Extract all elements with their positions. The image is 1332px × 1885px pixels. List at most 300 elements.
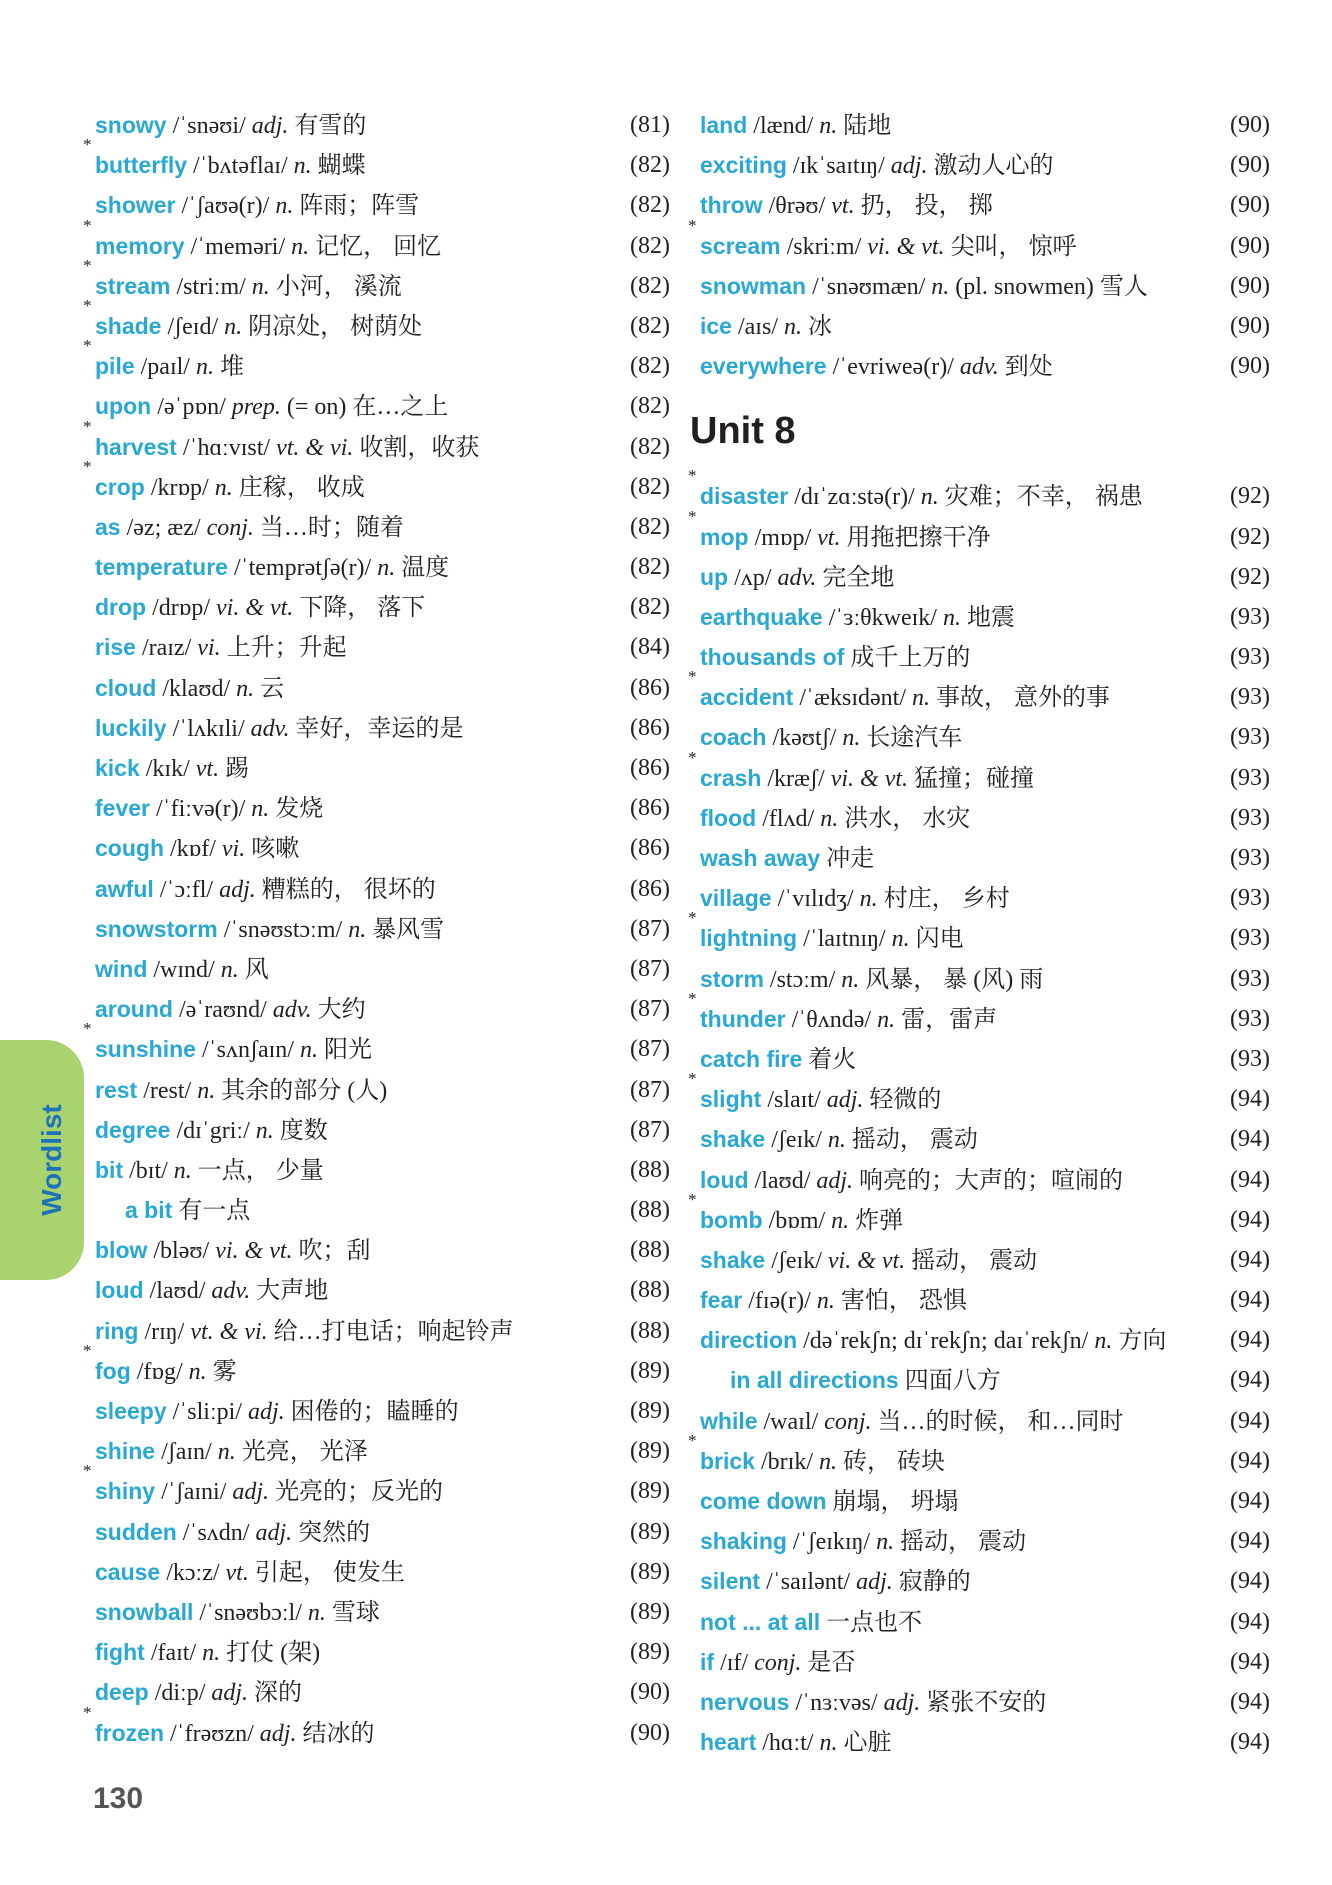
page-reference: (89) [630,1398,670,1424]
word-entry [700,557,1270,597]
definition: 着火 [808,1046,857,1073]
definition: 炸弹 [849,1207,904,1234]
phonetic: /ʃaɪn/ [155,1439,218,1466]
definition: 崩塌， 坍塌 [832,1489,959,1515]
phonetic: /bɪt/ [123,1157,174,1184]
word-entry [700,346,1270,386]
phonetic: /brɪk/ [754,1448,819,1475]
phonetic: /əˈpɒn/ [151,394,232,421]
page-reference: (89) [630,1598,670,1625]
word-entry [688,908,1270,958]
part-of-speech: n. [275,193,294,220]
page-reference: (90) [1230,312,1270,339]
phonetic: /ˈsʌdn/ [176,1519,256,1546]
definition: 方向 [1112,1328,1167,1355]
headword: shaking [700,1528,787,1555]
page-reference: (82) [630,312,670,339]
definition: 踢 [219,756,250,782]
headword: bit [95,1156,124,1183]
part-of-speech: n. [220,956,239,983]
page-reference: (92) [1230,523,1270,550]
part-of-speech: conj. [824,1408,872,1435]
headword: fever [95,795,150,822]
phonetic: /əz; æz/ [120,514,207,541]
part-of-speech: n. [173,1157,192,1184]
star-mark: * [688,988,697,1008]
phonetic: /paɪl/ [134,354,196,381]
phonetic: /ˈsaɪlənt/ [760,1569,857,1596]
definition: 雾 [206,1358,237,1385]
headword: bomb [700,1206,763,1233]
headword: up [700,563,729,590]
word-entry [700,185,1270,225]
page-reference: (93) [1230,1005,1270,1032]
page-reference: (88) [630,1317,670,1344]
star-mark: * [83,215,92,235]
star-mark: * [688,1069,697,1089]
headword: rise [95,634,136,661]
star-mark: * [83,135,92,155]
headword: disaster [700,483,789,510]
page-reference: (94) [1230,1407,1270,1434]
word-entry [700,1119,1270,1159]
phonetic: /kɔːz/ [160,1559,226,1586]
phonetic: /laʊd/ [748,1167,817,1194]
definition: 冲走 [826,846,875,872]
word-entry [95,547,670,587]
star-mark: * [688,747,697,767]
headword: heart [700,1729,757,1756]
definition: 有一点 [178,1198,251,1225]
page-reference: (87) [630,915,670,942]
word-entry [83,215,670,266]
headword: scream [700,232,781,259]
definition: 激动人心的 [927,153,1054,180]
page-reference: (90) [630,1719,670,1746]
definition: 温度 [395,555,450,582]
part-of-speech: adj. [826,1087,864,1114]
unit-heading: Unit 8 [690,410,796,453]
page-reference: (88) [630,1237,670,1264]
definition: 冰 [801,313,832,340]
part-of-speech: n. [214,474,233,501]
headword: wash away [700,845,821,871]
part-of-speech: n. [877,1006,896,1033]
phonetic: /ˈtemprətʃə(r)/ [227,555,378,582]
word-entry [700,105,1270,145]
headword: sleepy [95,1398,167,1424]
word-entry [700,1160,1270,1200]
star-mark: * [688,215,697,235]
definition: 砖， 砖块 [836,1448,945,1475]
page-reference: (93) [1230,845,1270,871]
part-of-speech: n. [188,1358,207,1385]
page-reference: (82) [630,473,670,500]
headword: shake [700,1126,766,1153]
star-mark: * [83,416,92,436]
word-entry [700,1240,1270,1280]
page-reference: (93) [1230,724,1270,751]
phonetic: /kɪk/ [139,756,196,782]
definition: 阵雨；阵雪 [293,193,420,220]
headword: shower [95,192,176,219]
page-reference: (88) [630,1156,670,1183]
part-of-speech: adj. [890,153,928,180]
phonetic: /ˈsnəʊstɔːm/ [217,916,349,943]
word-entry [700,1682,1270,1722]
page-reference: (93) [1230,644,1270,671]
word-entry [83,456,670,507]
page-reference: (93) [1230,1045,1270,1072]
headword: ice [700,312,732,339]
page-reference: (94) [1230,1327,1270,1354]
phonetic: /raɪz/ [135,635,198,662]
word-entry [700,959,1270,999]
part-of-speech: conj. [206,514,254,541]
word-entry [700,597,1270,637]
definition: 紧张不安的 [920,1689,1047,1716]
page-reference: (82) [630,433,670,460]
headword: snowman [700,272,807,299]
headword: as [95,513,121,540]
phonetic: /kræʃ/ [761,765,831,792]
page-reference: (82) [630,272,670,299]
page-reference: (90) [1230,232,1270,259]
definition: 村庄， 乡村 [877,886,1010,913]
definition: 寂静的 [892,1569,971,1596]
word-entry [95,708,670,748]
definition: 猛撞；碰撞 [908,765,1035,792]
phonetic: /ˈʃaʊə(r)/ [175,193,276,220]
definition: 给…打电话；响起铃声 [267,1318,514,1345]
definition: (= on) 在…之上 [280,394,449,421]
phonetic: /ˈsnəʊmæn/ [806,273,932,300]
headword: mop [700,523,749,550]
definition: 响亮的；大声的；喧闹的 [853,1167,1124,1194]
phonetic: /ˈhɑːvɪst/ [176,434,277,461]
part-of-speech: vi. [221,836,246,863]
word-entry [95,869,670,909]
page-reference: (82) [630,353,670,380]
part-of-speech: n. [819,113,838,139]
left-column [83,105,670,1753]
unit-7-continued-list [688,105,1270,386]
part-of-speech: conj. [754,1649,802,1676]
page-reference: (93) [1230,684,1270,711]
page-reference: (87) [630,1116,670,1143]
page-reference: (94) [1230,1086,1270,1113]
definition: 收割，收获 [353,434,480,461]
headword: snowy [95,112,167,138]
page-reference: (94) [1230,1367,1270,1394]
definition: 当…的时候， 和…同时 [871,1408,1124,1435]
part-of-speech: n. [1094,1328,1113,1355]
definition: 幸好，幸运的是 [289,715,464,742]
definition: 下降， 落下 [293,595,426,622]
star-mark: * [83,336,92,356]
word-entry [688,506,1270,557]
headword: shade [95,312,162,339]
definition: 突然的 [292,1519,371,1546]
definition: 成千上万的 [850,645,971,672]
word-entry [688,215,1270,266]
star-mark: * [83,255,92,275]
page-reference: (93) [1230,965,1270,992]
phonetic: /ˈvɪlɪdʒ/ [771,886,860,913]
phonetic: /diːp/ [148,1680,212,1707]
phonetic: /dɪˈgriː/ [170,1117,256,1144]
part-of-speech: vt. & vi. [276,434,354,461]
page-reference: (94) [1230,1528,1270,1555]
headword: butterfly [95,152,187,179]
page-reference: (93) [1230,804,1270,831]
headword: crop [95,473,145,500]
headword: thousands of [700,644,845,671]
phonetic: /ˈθʌndə/ [785,1006,878,1033]
phonetic: /rest/ [137,1077,198,1104]
headword: fear [700,1287,743,1314]
part-of-speech: vt. & vi. [190,1318,268,1345]
part-of-speech: n. [841,966,860,993]
star-mark: * [688,667,697,687]
part-of-speech: adj. [816,1167,854,1194]
word-entry [95,1190,670,1230]
page-reference: (90) [1230,272,1270,299]
page-reference: (94) [1230,1126,1270,1153]
phonetic: /wɪnd/ [147,956,221,983]
page-reference: (90) [1230,192,1270,219]
definition: 扔， 投， 掷 [854,193,993,220]
definition: 用拖把擦干净 [840,524,991,551]
definition: 完全地 [816,564,895,591]
phonetic: /ʌp/ [728,564,778,591]
page-reference: (86) [630,714,670,741]
phonetic: /ˈsnəʊbɔːl/ [193,1599,308,1626]
page-reference: (89) [630,1357,670,1384]
word-entry [95,507,670,547]
definition: 大约 [311,997,366,1024]
phonetic: /mɒp/ [748,524,818,551]
part-of-speech: n. [816,1288,835,1315]
headword: degree [95,1116,171,1143]
phonetic: /əˈraʊnd/ [172,997,273,1024]
word-entry [700,266,1270,306]
definition: 四面八方 [904,1368,1001,1395]
phonetic: /ˈlaɪtnɪŋ/ [797,926,892,953]
phonetic: /ˈfrəʊzn/ [164,1720,260,1747]
headword: around [95,996,173,1023]
part-of-speech: vi. & vt. [830,765,909,792]
page-reference: (94) [1230,1246,1270,1273]
phonetic: /ˈnɜːvəs/ [789,1689,884,1716]
page-reference: (89) [630,1518,670,1545]
definition: 吹；刮 [292,1238,371,1265]
part-of-speech: adj. [211,1680,249,1707]
headword: in all directions [730,1367,899,1394]
page-reference: (93) [1230,764,1270,791]
headword: memory [95,232,185,259]
page-reference: (84) [630,634,670,661]
phonetic: /dɪˈzɑːstə(r)/ [788,484,921,511]
headword: cough [95,835,164,862]
word-entry [95,1270,670,1310]
page-reference: (94) [1230,1287,1270,1314]
part-of-speech: adv. [211,1278,251,1305]
phonetic: /bɒm/ [762,1207,832,1234]
headword: cloud [95,674,157,701]
headword: snowball [95,1598,194,1625]
headword: luckily [95,714,167,741]
part-of-speech: n. [783,313,802,340]
part-of-speech: adj. [883,1689,921,1716]
part-of-speech: adj. [259,1720,297,1747]
definition: 轻微的 [863,1087,942,1114]
definition: 摇动， 震动 [845,1127,978,1154]
word-entry [95,949,670,989]
page-reference: (92) [1230,563,1270,590]
headword: stream [95,272,171,299]
definition: 度数 [273,1117,328,1144]
headword: silent [700,1568,761,1595]
part-of-speech: n. [942,604,961,631]
definition: 困倦的；瞌睡的 [284,1399,459,1425]
word-entry [700,1561,1270,1601]
word-entry [700,1401,1270,1441]
word-entry [700,1602,1270,1642]
word-entry [700,637,1270,677]
word-entry [688,1189,1270,1240]
word-entry [700,878,1270,918]
part-of-speech: adj. [856,1569,893,1596]
word-entry [95,105,670,145]
definition: 尖叫， 惊呼 [944,233,1077,260]
phonetic: /drɒp/ [146,595,216,622]
phonetic: /ˈfiːvə(r)/ [149,796,252,823]
word-entry [95,1592,670,1632]
phonetic: /aɪs/ [731,313,784,340]
part-of-speech: n. [831,1207,850,1234]
part-of-speech: n. [251,796,270,823]
word-entry [688,988,1270,1039]
definition: 阳光 [317,1037,372,1064]
definition: 陆地 [837,113,892,139]
phonetic: /dəˈrekʃn; dɪˈrekʃn; daɪˈrekʃn/ [797,1328,1095,1355]
word-entry [688,466,1270,516]
definition: 事故， 意外的事 [930,685,1110,712]
part-of-speech: prep. [231,394,281,421]
word-entry [700,1521,1270,1561]
part-of-speech: vt. [831,193,855,220]
phonetic: /ʃeɪk/ [765,1127,828,1154]
headword: brick [700,1447,755,1474]
phonetic: /stɔːm/ [763,966,842,993]
page-reference: (92) [1230,483,1270,510]
headword: exciting [700,152,787,179]
word-entry [688,747,1270,798]
phonetic: /ˈsliːpi/ [166,1399,248,1425]
star-mark: * [83,1702,92,1722]
part-of-speech: n. [307,1599,326,1626]
part-of-speech: n. [931,273,950,300]
part-of-speech: n. [891,926,910,953]
part-of-speech: n. [876,1529,895,1556]
definition: 发烧 [269,796,324,823]
star-mark: * [688,506,697,526]
phonetic: /fɪə(r)/ [742,1288,817,1315]
definition: 云 [254,675,285,702]
headword: while [700,1407,758,1434]
headword: coach [700,724,767,751]
definition: 洪水， 水灾 [838,805,971,832]
headword: loud [700,1166,749,1193]
definition: 光亮， 光泽 [235,1439,368,1466]
word-entry [95,788,670,828]
part-of-speech: n. [377,555,396,582]
definition: 有雪的 [288,113,367,139]
phonetic: /ʃeɪd/ [161,313,225,340]
headword: lightning [700,925,798,952]
definition: 结冰的 [296,1720,375,1747]
word-entry [95,185,670,225]
definition: (pl. snowmen) 雪人 [949,273,1148,300]
page-reference: (90) [630,1679,670,1706]
word-entry [700,1320,1270,1360]
definition: 引起， 使发生 [248,1559,405,1586]
page-reference: (94) [1230,1488,1270,1514]
definition: 小河， 溪流 [269,273,402,300]
word-entry [95,1391,670,1431]
headword: drop [95,594,147,621]
definition: 咳嗽 [245,836,300,863]
word-entry [95,748,670,788]
page-reference: (82) [630,554,670,581]
page-reference: (82) [630,594,670,621]
page-reference: (90) [1230,152,1270,179]
word-entry [700,306,1270,346]
part-of-speech: n. [842,725,861,752]
part-of-speech: vi. & vt. [216,595,294,622]
word-entry [95,1632,670,1672]
word-entry [95,1110,670,1150]
headword: nervous [700,1688,790,1715]
page-reference: (87) [630,996,670,1023]
definition: 一点， 少量 [191,1157,324,1184]
page-reference: (86) [630,755,670,781]
definition: 蝴蝶 [311,153,366,180]
headword: harvest [95,433,177,460]
definition: 风暴， 暴 (风) 雨 [859,966,1044,993]
headword: come down [700,1488,827,1514]
page-reference: (94) [1230,1729,1270,1756]
phonetic: /ˈsnəʊi/ [166,113,252,139]
word-entry [688,667,1270,717]
definition: 光亮的；反光的 [269,1479,444,1506]
phonetic: /flʌd/ [756,805,821,832]
star-mark: * [688,1189,697,1209]
phonetic: /ɪkˈsaɪtɪŋ/ [786,153,891,180]
star-mark: * [688,908,697,928]
right-column [688,105,1270,1762]
word-entry [95,828,670,868]
part-of-speech: adv. [272,997,312,1024]
word-entry [95,1552,670,1592]
part-of-speech: vt. [225,1559,249,1586]
star-mark: * [83,1461,92,1481]
word-entry [83,1340,670,1391]
definition: 心脏 [837,1730,892,1757]
phonetic: /waɪl/ [757,1408,825,1435]
star-mark: * [688,1430,697,1450]
